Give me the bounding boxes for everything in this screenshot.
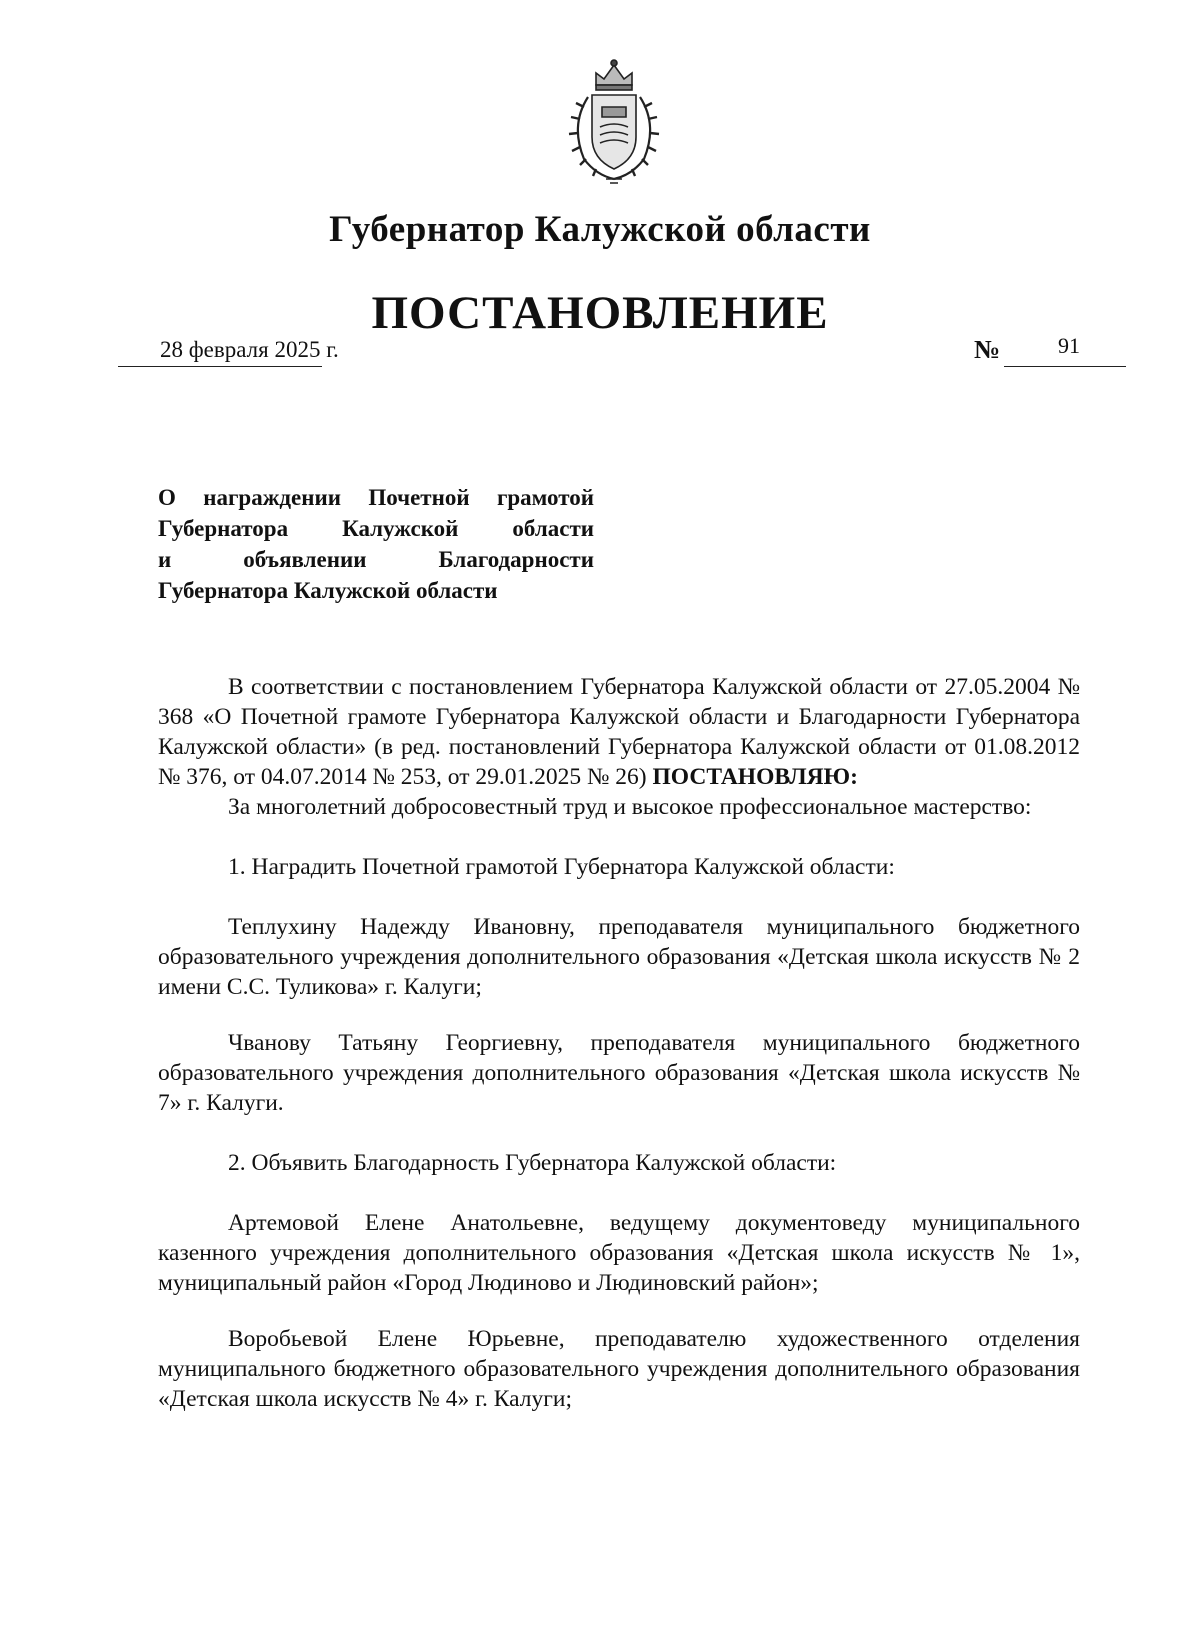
- document-body: [158, 672, 1080, 1414]
- document-type-title: ПОСТАНОВЛЕНИЕ: [371, 287, 829, 339]
- preamble-paragraph: [158, 672, 1080, 792]
- award-entry: Чванову Татьяну Георгиевну, преподавателя муниципального бюджетного образовательного учреждения дополнительного образования «Детская школа искусств № 7» г. Калуги.: [158, 1030, 1080, 1116]
- award-entry: Теплухину Надежду Ивановну, преподавателя муниципального бюджетного образовательного учреждения дополнительного образования «Детская школа искусств № 2 имени С.С. Туликова» г. Калуги;: [158, 914, 1080, 1000]
- date-underline: [118, 366, 322, 367]
- subject-line: и объявлении Благодарности: [158, 547, 594, 572]
- gratitude-entry: Артемовой Елене Анатольевне, ведущему документоведу муниципального казенного учреждения дополнительного образования «Детская школа искусств № 1», муниципальный район «Город Людиново и Людиновский район»;: [158, 1210, 1080, 1296]
- subject-line: О награждении Почетной грамотой: [158, 485, 594, 510]
- preamble-text: В соответствии с постановлением Губернатора Калужской области от 27.05.2004 № 368 «О Почетной грамоте Губернатора Калужской области и Благодарности Губернатора Калужской области» (в ред. постановлений Губернатора Калужской области от 01.08.2012 № 376, от 04.07.2014 № 253, от 29.01.2025 № 26): [158, 674, 1080, 790]
- gratitude-entry: Воробьевой Елене Юрьевне, преподавателю художественного отделения муниципального бюджетного образовательного учреждения дополнительного образования «Детская школа искусств № 4» г. Калуги;: [158, 1326, 1080, 1412]
- document-date: 28 февраля 2025 г.: [160, 337, 339, 362]
- decree-word: ПОСТАНОВЛЯЮ:: [652, 764, 858, 790]
- subject-line: Губернатора Калужской области: [158, 578, 498, 603]
- number-underline: [1004, 366, 1126, 367]
- document-subject: [158, 482, 594, 606]
- coat-of-arms-emblem: [556, 55, 672, 185]
- issuing-authority: Губернатор Калужской области: [329, 209, 871, 250]
- number-label: №: [974, 335, 1001, 364]
- reason-paragraph: За многолетний добросовестный труд и высокое профессиональное мастерство:: [228, 794, 1032, 820]
- item2-heading: 2. Объявить Благодарность Губернатора Калужской области:: [228, 1150, 837, 1176]
- document-number: 91: [1058, 333, 1080, 358]
- item1-heading: 1. Наградить Почетной грамотой Губернатора Калужской области:: [228, 854, 895, 880]
- subject-line: Губернатора Калужской области: [158, 516, 594, 541]
